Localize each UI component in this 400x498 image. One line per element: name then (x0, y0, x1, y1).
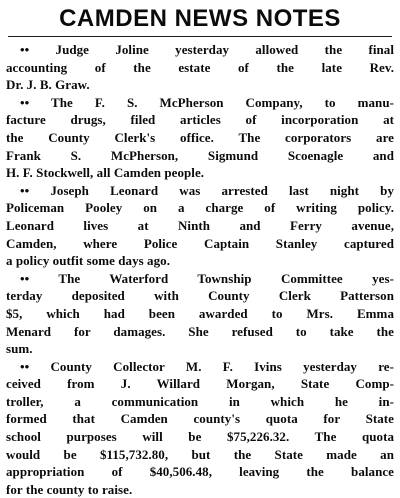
headline-rule (8, 36, 392, 37)
news-item (6, 182, 394, 270)
news-item-line: Menard for damages. She refused to take the (6, 323, 394, 339)
news-items (6, 41, 394, 498)
news-item-line: •• County Collector M. F. Ivins yesterday re- (20, 358, 394, 374)
news-item-line: facture drugs, filed articles of incorporation at (6, 112, 394, 128)
news-item-line: terday deposited with County Clerk Patterson (6, 288, 394, 304)
news-item-line: Policeman Pooley on a charge of writing policy. (6, 200, 394, 216)
news-item-line: would be $115,732.80, but the State made an (6, 446, 394, 462)
headline: CAMDEN NEWS NOTES (59, 5, 341, 32)
news-item (6, 94, 394, 182)
news-item-line: school purposes will be $75,226.32. The quota (6, 429, 394, 445)
news-item-line: appropriation of $40,506.48, leaving the balance (6, 464, 394, 480)
news-item-line: ceived from J. Willard Morgan, State Comp- (6, 376, 394, 392)
news-item (6, 270, 394, 358)
news-item-line: sum. (6, 341, 33, 357)
news-item-line: $5, which had been awarded to Mrs. Emma (6, 305, 394, 321)
news-item-line: •• The F. S. McPherson Company, to manu- (20, 94, 394, 110)
news-item-line: •• Judge Joline yesterday allowed the final (20, 42, 394, 57)
news-item-line: formed that Camden county's quota for State (6, 411, 394, 427)
news-item (6, 358, 394, 498)
news-item-line: the County Clerk's office. The corporators are (6, 129, 394, 145)
news-item-line: Leonard lives at Ninth and Ferry avenue, (6, 217, 394, 233)
news-item (6, 41, 394, 94)
news-item-line: •• The Waterford Township Committee yes- (20, 270, 394, 286)
news-item-line: a policy outfit some days ago. (6, 253, 170, 269)
news-item-line: for the county to raise. (6, 481, 133, 497)
news-item-line: Camden, where Police Captain Stanley captured (6, 235, 394, 251)
news-item-line: accounting of the estate of the late Rev. (6, 59, 394, 75)
news-item-line: H. F. Stockwell, all Camden people. (6, 165, 205, 181)
news-item-line: Dr. J. B. Graw. (6, 77, 90, 93)
news-item-line: Frank S. McPherson, Sigmund Scoenagle and (6, 147, 394, 163)
news-item-line: troller, a communication in which he in- (6, 393, 394, 409)
news-item-line: •• Joseph Leonard was arrested last night by (20, 182, 394, 198)
